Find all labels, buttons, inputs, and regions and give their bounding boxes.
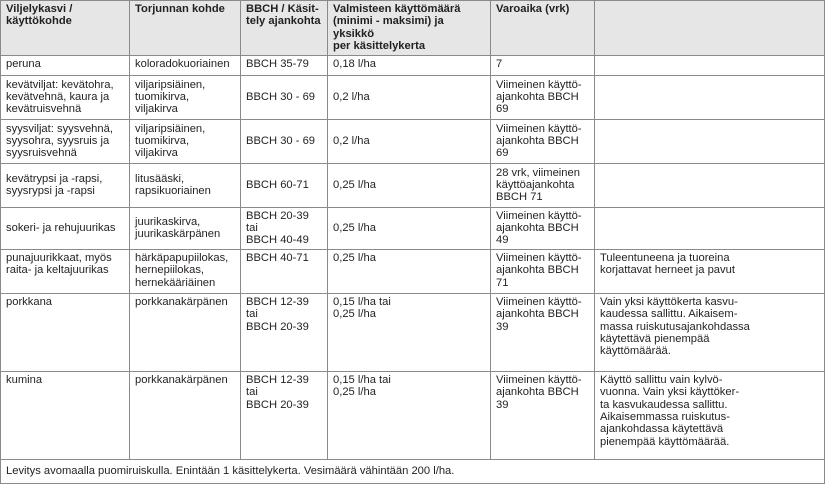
cell-crop: kevätrypsi ja -rapsi, syysrypsi ja -rapsi: [1, 163, 130, 207]
cell-notes: Vain yksi käyttökerta kasvu- kaudessa sallittu. Aikaisem- massa ruiskutusajankohdassa käytettävä pienempää käyttömäärää.: [595, 293, 825, 371]
header-bbch-timing: BBCH / Käsit- tely ajankohta: [241, 1, 328, 56]
table-row: [1, 55, 825, 75]
cell-notes: [595, 119, 825, 163]
table-row: [1, 75, 825, 119]
header-dosage: Valmisteen käyttömäärä (minimi - maksimi) ja yksikkö per käsittelykerta: [328, 1, 491, 56]
cell-dosage: 0,15 l/ha tai 0,25 l/ha: [328, 371, 491, 459]
header-target-pest: Torjunnan kohde: [130, 1, 241, 56]
cell-notes: Käyttö sallittu vain kylvö- vuonna. Vain yksi käyttöker- ta kasvukaudessa sallittu. Aikaisemmassa ruiskutus- ajankohdassa käytettävä pienempää käyttömäärää.: [595, 371, 825, 459]
cell-bbch-timing: BBCH 40-71: [241, 249, 328, 293]
cell-dosage: 0,2 l/ha: [328, 119, 491, 163]
cell-dosage: 0,18 l/ha: [328, 55, 491, 75]
cell-crop: porkkana: [1, 293, 130, 371]
cell-crop: peruna: [1, 55, 130, 75]
cell-dosage: 0,25 l/ha: [328, 249, 491, 293]
cell-bbch-timing: BBCH 12-39 tai BBCH 20-39: [241, 293, 328, 371]
cell-target-pest: viljaripsiäinen, tuomikirva, viljakirva: [130, 119, 241, 163]
table-row: [1, 119, 825, 163]
header-pre-harvest-interval: Varoaika (vrk): [491, 1, 595, 56]
cell-bbch-timing: BBCH 60-71: [241, 163, 328, 207]
cell-target-pest: porkkanakärpänen: [130, 371, 241, 459]
cell-crop: kumina: [1, 371, 130, 459]
cell-pre-harvest-interval: Viimeinen käyttö- ajankohta BBCH 69: [491, 75, 595, 119]
table-row: [1, 371, 825, 459]
header-notes: [595, 1, 825, 56]
cell-target-pest: litusääski, rapsikuoriainen: [130, 163, 241, 207]
table-row: [1, 207, 825, 249]
cell-crop: punajuurikkaat, myös raita- ja keltajuurikas: [1, 249, 130, 293]
footer-note: Levitys avomaalla puomiruiskulla. Enintään 1 käsittelykerta. Vesimäärä vähintään 200 l/ha.: [1, 459, 825, 483]
cell-target-pest: koloradokuoriainen: [130, 55, 241, 75]
footer-row: [1, 459, 825, 483]
cell-bbch-timing: BBCH 30 - 69: [241, 75, 328, 119]
header-row: [1, 1, 825, 56]
cell-notes: [595, 75, 825, 119]
cell-pre-harvest-interval: 28 vrk, viimeinen käyttöajankohta BBCH 71: [491, 163, 595, 207]
cell-crop: sokeri- ja rehujuurikas: [1, 207, 130, 249]
cell-dosage: 0,2 l/ha: [328, 75, 491, 119]
cell-notes: [595, 163, 825, 207]
table-row: [1, 293, 825, 371]
header-crop: Viljelykasvi / käyttökohde: [1, 1, 130, 56]
table-row: [1, 249, 825, 293]
cell-target-pest: juurikaskirva, juurikaskärpänen: [130, 207, 241, 249]
cell-crop: kevätviljat: kevätohra, kevätvehnä, kaura ja kevätruisvehnä: [1, 75, 130, 119]
cell-pre-harvest-interval: 7: [491, 55, 595, 75]
cell-dosage: 0,15 l/ha tai 0,25 l/ha: [328, 293, 491, 371]
cell-notes: Tuleentuneena ja tuoreina korjattavat herneet ja pavut: [595, 249, 825, 293]
cell-dosage: 0,25 l/ha: [328, 207, 491, 249]
cell-pre-harvest-interval: Viimeinen käyttö- ajankohta BBCH 39: [491, 293, 595, 371]
cell-bbch-timing: BBCH 12-39 tai BBCH 20-39: [241, 371, 328, 459]
cell-target-pest: viljaripsiäinen, tuomikirva, viljakirva: [130, 75, 241, 119]
cell-pre-harvest-interval: Viimeinen käyttö- ajankohta BBCH 49: [491, 207, 595, 249]
cell-target-pest: porkkanakärpänen: [130, 293, 241, 371]
cell-pre-harvest-interval: Viimeinen käyttö- ajankohta BBCH 39: [491, 371, 595, 459]
cell-target-pest: härkäpapupiilokas, hernepiilokas, hernekääriäinen: [130, 249, 241, 293]
cell-notes: [595, 207, 825, 249]
cell-dosage: 0,25 l/ha: [328, 163, 491, 207]
cell-pre-harvest-interval: Viimeinen käyttö- ajankohta BBCH 69: [491, 119, 595, 163]
cell-bbch-timing: BBCH 30 - 69: [241, 119, 328, 163]
table-row: [1, 163, 825, 207]
cell-notes: [595, 55, 825, 75]
cell-crop: syysviljat: syysvehnä, syysohra, syysruis ja syysruisvehnä: [1, 119, 130, 163]
cell-bbch-timing: BBCH 20-39 tai BBCH 40-49: [241, 207, 328, 249]
cell-pre-harvest-interval: Viimeinen käyttö- ajankohta BBCH 71: [491, 249, 595, 293]
cell-bbch-timing: BBCH 35-79: [241, 55, 328, 75]
